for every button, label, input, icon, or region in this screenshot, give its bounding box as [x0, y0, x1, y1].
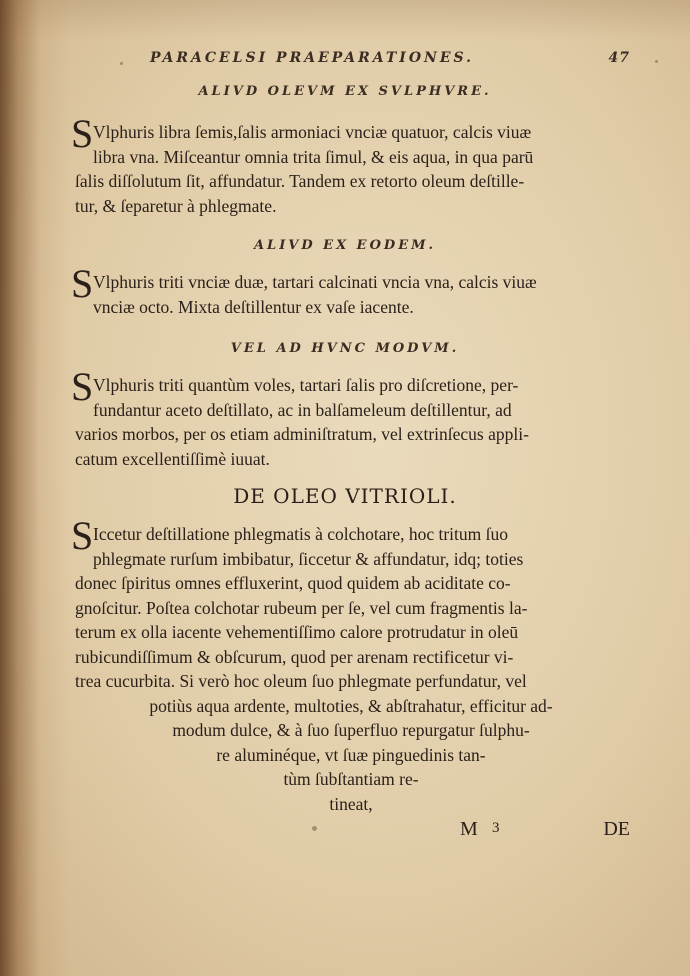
text-line: tur, & ſeparetur à phlegmate. [75, 195, 277, 216]
text-line: catum excellentiſſimè iuuat. [75, 448, 270, 469]
paragraph [71, 513, 627, 816]
text-line: fundantur aceto deſtillato, ac in balſameleum deſtillentur, ad [93, 399, 512, 420]
drop-cap: S [71, 513, 94, 558]
catchword: DE [603, 818, 630, 840]
text-line: libra vna. Miſceantur omnia trita ſimul, & eis aqua, in qua parū [93, 146, 534, 167]
section-title: ALIVD OLEVM EX SVLPHVRE. [198, 84, 492, 99]
running-title: PARACELSI PRAEPARATIONES. [150, 50, 474, 66]
drop-cap: S [71, 364, 94, 409]
ink-speck [655, 60, 658, 63]
text-line: donec ſpiritus omnes effluxerint, quod quidem ab aciditate co- [75, 573, 511, 593]
signature-mark: M [460, 818, 478, 840]
text-line: re aluminéque, vt ſuæ pinguedinis tan- [216, 744, 486, 765]
drop-cap: S [71, 111, 94, 156]
text-line: Vlphuris triti vnciæ duæ, tartari calcinati vncia vna, calcis viuæ [93, 272, 537, 292]
text-line: Vlphuris libra ſemis,ſalis armoniaci vnciæ quatuor, calcis viuæ [93, 122, 532, 142]
drop-cap: S [71, 261, 94, 306]
text-line: terum ex olla iacente vehementiſſimo calore protrudatur in oleū [75, 622, 519, 642]
text-line: modum dulce, & à ſuo ſuperfluo repurgatur ſulphu- [172, 720, 530, 740]
text-line: vnciæ octo. Mixta deſtillentur ex vaſe iacente. [93, 296, 414, 317]
text-line: rubicundiſſimum & obſcurum, quod per arenam rectificetur vi- [75, 646, 514, 667]
page-footer [460, 818, 630, 844]
text-line: Iccetur deſtillatione phlegmatis à colchotare, hoc tritum ſuo [93, 524, 508, 544]
paragraph [71, 261, 627, 319]
text-line: potiùs aqua ardente, multoties, & abſtrahatur, efficitur ad- [149, 695, 553, 716]
page-header [150, 50, 630, 74]
paragraph [71, 364, 627, 471]
ink-speck [312, 826, 317, 831]
text-line: ſalis diſſolutum ſit, affundatur. Tandem ex retorto oleum deſtille- [75, 171, 525, 191]
text-line: varios morbos, per os etiam adminiſtratum, vel extrinſecus appli- [75, 424, 529, 444]
signature-number: 3 [492, 820, 500, 836]
chapter-heading: DE OLEO VITRIOLI. [233, 484, 457, 508]
text-line: gnoſcitur. Poſtea colchotar rubeum per ſe, vel cum fragmentis la- [75, 597, 528, 618]
text-line: phlegmate rurſum imbibatur, ſiccetur & affundatur, idq; toties [93, 548, 524, 569]
ink-speck [120, 62, 123, 65]
text-line: tùm ſubſtantiam re- [283, 769, 419, 789]
paragraph [71, 111, 627, 218]
section-title: VEL AD HVNC MODVM. [230, 341, 460, 356]
text-line: Vlphuris triti quantùm voles, tartari ſalis pro diſcretione, per- [93, 375, 519, 395]
section-title: ALIVD EX EODEM. [253, 238, 437, 253]
text-line: trea cucurbita. Si verò hoc oleum ſuo phlegmate perfundatur, vel [75, 671, 527, 691]
text-line: tineat, [329, 793, 373, 814]
page-number: 47 [608, 50, 630, 66]
